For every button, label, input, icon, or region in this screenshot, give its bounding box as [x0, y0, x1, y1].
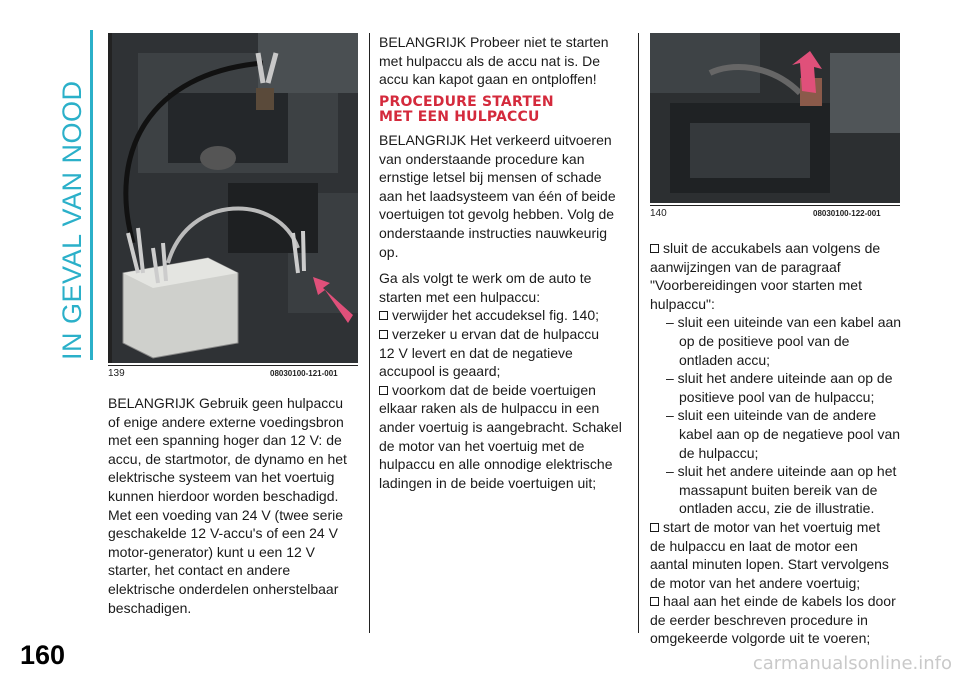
checkbox-bullet-icon [650, 523, 659, 532]
sub-item-line: op de positieve pool van de [679, 332, 850, 349]
sub-item-line: de hulpaccu; [679, 444, 759, 461]
sub-item-line: – sluit het andere uiteinde aan op het [666, 463, 897, 480]
text-line: motor-generator) kunt u een 12 V [108, 543, 316, 560]
bullet-item [379, 325, 637, 344]
checkbox-bullet-icon [379, 330, 388, 339]
text-line: de hulpaccu en laat de motor een [650, 537, 858, 554]
text-line: starter, het contact en andere [108, 562, 291, 579]
warning-paragraph-wet-battery [379, 33, 637, 89]
heading-line: PROCEDURE STARTEN [379, 94, 554, 110]
checkbox-bullet-icon [650, 597, 659, 606]
text-line: ander voertuig is aangebracht. Schakel [379, 418, 622, 435]
text-line: sluit de accukabels aan volgens de [663, 240, 881, 256]
sub-item-line: positieve pool van de hulpaccu; [679, 388, 875, 405]
text-line: hulpaccu": [650, 295, 715, 312]
text-line: kunnen hierdoor worden beschadigd. [108, 487, 339, 504]
text-line: 12 V levert en dat de negatieve [379, 344, 573, 361]
figure-139-code: 08030100-121-001 [270, 369, 338, 378]
page-number: 160 [20, 640, 66, 670]
text-line: BELANGRIJK Probeer niet te starten [379, 34, 609, 50]
column-separator-2 [638, 33, 639, 633]
sub-item-line: – sluit het andere uiteinde aan op de [666, 370, 893, 387]
text-line: de eerder beschreven procedure in [650, 611, 868, 628]
text-line: aanwijzingen van de paragraaf [650, 258, 841, 275]
text-line: accu, de startmotor, de dynamo en het [108, 450, 347, 467]
text-line: elektrische onderdelen onherstelbaar [108, 580, 339, 597]
text-line: met hulpaccu als de accu nat is. De [379, 52, 601, 69]
figure-139-caption-rule [108, 365, 358, 366]
checkbox-bullet-icon [379, 386, 388, 395]
procedure-text [379, 131, 637, 492]
text-line: aantal minuten lopen. Start vervolgens [650, 556, 889, 573]
text-line: elektrische systeem van het voertuig [108, 469, 335, 486]
figure-140-caption-rule [650, 205, 900, 206]
text-line: verwijder het accudeksel fig. 140; [392, 307, 599, 324]
text-line: de motor van het voertuig met de [379, 437, 585, 454]
checkbox-bullet-icon [650, 244, 659, 253]
text-line: elkaar raken als de hulpaccu in een [379, 400, 600, 417]
bullet-item [650, 592, 910, 611]
text-line: omgekeerde volgorde uit te voeren; [650, 630, 871, 647]
sub-item-line: ontladen accu; [679, 351, 771, 368]
text-line: of enige andere externe voedingsbron [108, 413, 344, 430]
sub-item-line: kabel aan op de negatieve pool van [679, 425, 901, 442]
text-line: van onderstaande procedure kan [379, 150, 585, 167]
sub-item-line: – sluit een uiteinde van een kabel aan [666, 314, 902, 331]
text-line: BELANGRIJK Het verkeerd uitvoeren [379, 132, 612, 148]
figure-139-image [108, 33, 358, 363]
text-line: hulpaccu en alle onnodige elektrische [379, 456, 613, 473]
figure-140-image [650, 33, 900, 203]
warning-paragraph-voltage [108, 394, 368, 617]
sub-item-line: – sluit een uiteinde van de andere [666, 407, 877, 424]
figure-139-number: 139 [108, 368, 125, 379]
text-line: met een spanning hoger dan 12 V: de [108, 432, 342, 449]
bullet-item [650, 518, 910, 537]
text-line: Ga als volgt te werk om de auto te [379, 270, 592, 287]
text-line: beschadigen. [108, 599, 192, 616]
sub-item-line: ontladen accu, zie de illustratie. [679, 500, 875, 517]
text-line: aan het laadsysteem van één of beide [379, 187, 616, 204]
procedure-heading [379, 95, 637, 125]
text-line: de motor van het andere voertuig; [650, 574, 861, 591]
text-line: accupool is geaard; [379, 363, 501, 380]
section-title [57, 30, 87, 360]
checkbox-bullet-icon [379, 311, 388, 320]
text-line: Met een voeding van 24 V (twee serie [108, 506, 344, 523]
text-line: geschakelde 12 V-accu's of een 24 V [108, 525, 338, 542]
connection-steps [650, 239, 910, 648]
text-line: starten met een hulpaccu: [379, 288, 541, 305]
text-line: BELANGRIJK Gebruik geen hulpaccu [108, 395, 344, 411]
watermark: carmanualsonline.info [752, 653, 952, 674]
text-line: verzeker u ervan dat de hulpaccu [392, 325, 600, 342]
text-line: onderstaande instructies nauwkeurig [379, 224, 608, 241]
bullet-item [650, 239, 910, 258]
heading-line: MET EEN HULPACCU [379, 109, 540, 125]
text-line: accu kan kapot gaan en ontploffen! [379, 71, 597, 88]
text-line: op. [379, 243, 399, 260]
text-line: haal aan het einde de kabels los door [663, 593, 896, 610]
figure-140-number: 140 [650, 208, 667, 219]
text-line: ernstige letsel bij mensen of schade [379, 169, 602, 186]
bullet-item [379, 306, 637, 325]
text-line: "Voorbereidingen voor starten met [650, 277, 862, 294]
text-line: ladingen in de beide voertuigen uit; [379, 474, 597, 491]
text-line: start de motor van het voertuig met [663, 518, 881, 535]
section-title-text: IN GEVAL VAN NOOD [57, 80, 87, 360]
text-line: voorkom dat de beide voertuigen [392, 381, 596, 398]
sub-item-line: massapunt buiten bereik van de [679, 481, 878, 498]
column-separator-1 [369, 33, 370, 633]
figure-140-code: 08030100-122-001 [813, 209, 881, 218]
section-accent-bar [90, 30, 93, 360]
bullet-item [379, 381, 637, 400]
text-line: voertuigen tot gevolg hebben. Volg de [379, 206, 615, 223]
